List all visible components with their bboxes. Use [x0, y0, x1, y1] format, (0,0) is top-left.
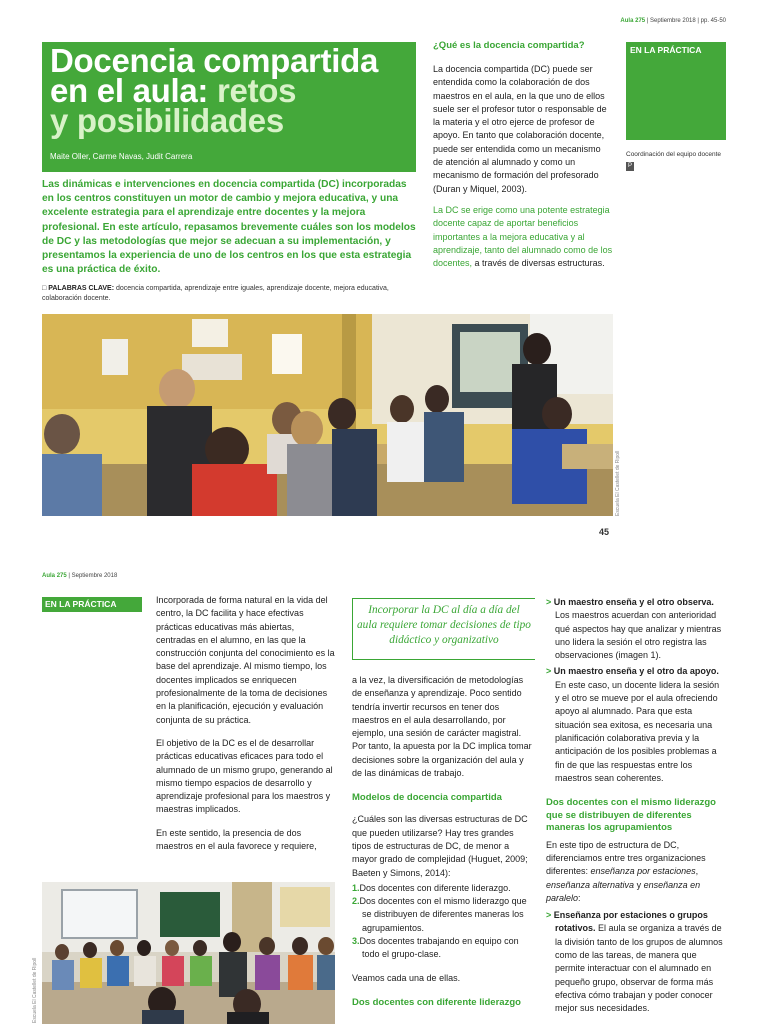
journal-name: Aula — [620, 18, 634, 24]
title-box — [42, 42, 416, 172]
bullet-text: Los maestros acuerdan con anterioridad qué aspectos hay que analizar y mientras uno lidera la sesión el otro registra las observaciones (imagen 1). — [555, 610, 722, 661]
paragraph-text: a través de diversas estructuras. — [474, 258, 605, 269]
sidebar-caption — [626, 150, 726, 171]
page1-header: Aula 275 | Septiembre 2018 | pp. 45-50 — [620, 18, 726, 24]
paragraph: ¿Cuáles son las diversas estructuras de DC que pueden utilizarse? Hay tres grandes tipos de estructuras de DC, de menor a mayor grado de complejidad (Huguet, 2009; Baeten y Simons, 2014): — [352, 814, 528, 878]
paragraph: En este sentido, la presencia de dos maestros en el aula favorece y requiere, — [156, 827, 317, 852]
page-range: pp. 45-50 — [700, 18, 726, 24]
classroom-circle-photo — [42, 882, 335, 1024]
photo-credit: Escuela El Castellet de Ripoll — [32, 957, 38, 1023]
title-line-2b: retos — [216, 72, 297, 109]
classroom-photo — [42, 314, 613, 516]
page-number: 45 — [599, 527, 610, 537]
paragraph-highlight — [433, 204, 613, 270]
term: enseñanza por estaciones — [590, 866, 696, 877]
pull-quote — [352, 598, 535, 660]
list-item — [352, 882, 534, 895]
paragraph-text: En este tipo de estructura de DC, diferenciamos entre tres organizaciones diferentes: — [546, 839, 706, 877]
list-number: 1. — [352, 882, 360, 893]
bullet-text: El aula se organiza a través de la división tanto de los grupos de alumnos como de las tareas, de manera que permite interactuar con el alumnado en pequeño grupo, observar de forma más efectiva cómo trabajan y poder conocer mejor sus necesidades. — [555, 923, 723, 1014]
en-la-practica-box — [626, 42, 726, 140]
bullet-item — [546, 596, 726, 662]
keywords-icon: □ — [42, 285, 47, 292]
paragraph: En este tipo de estructura de DC, diferenciamos entre tres organizaciones diferentes: enseñanza por estaciones, enseñanza alternativa y enseñanza en paralelo: — [546, 839, 706, 903]
authors: Maite Oller, Carme Navas, Judit Carrera — [50, 152, 193, 161]
bullet-icon: > — [546, 910, 552, 921]
highlight-text: La DC se erige como una potente estrategia docente capaz de aportar beneficios importantes a la mejora educativa y al aprendizaje, tanto del alumnado como de los docentes, — [433, 204, 613, 269]
paragraph: Veamos cada una de ellas. — [352, 972, 461, 983]
paragraph-highlight: El objetivo de la DC es el de desarrollar prácticas educativas eficaces para todo el alumnado de un mismo grupo, generando al mismo tiempo espacios de desarrollo y aprendizaje profesional para los maestros y maestras implicados. — [156, 737, 333, 815]
list-text: Dos docentes trabajando en equipo con todo el grupo-clase. — [359, 936, 519, 960]
page1-column-2 — [433, 40, 613, 270]
issue-date: Septiembre 2018 — [71, 573, 118, 579]
models-list — [352, 882, 534, 962]
page2-header: Aula 275 | Septiembre 2018 — [42, 573, 118, 579]
term: enseñanza en paralelo — [546, 879, 701, 903]
bullet-icon: > — [546, 597, 552, 607]
journal-name: Aula — [42, 573, 56, 579]
caption-badge: P — [628, 163, 633, 169]
term: enseñanza alternativa — [546, 879, 635, 890]
page2-column-2 — [352, 674, 534, 1008]
sidebar-label: EN LA PRÁCTICA — [45, 599, 117, 609]
keywords-text: docencia compartida, aprendizaje entre iguales, aprendizaje docente, mejora educativa, colaboración docente. — [42, 285, 389, 302]
list-text: Dos docentes con diferente liderazgo. — [359, 882, 511, 893]
section-heading-cut: Dos docentes con diferente liderazgo — [352, 996, 521, 1008]
title-line-3: y posibilidades — [50, 102, 284, 139]
title-line-1: Docencia compartida — [50, 42, 379, 79]
paragraph: Incorporada de forma natural en la vida del centro, la DC facilita y hace efectivas prácticas educativas más abiertas, centradas en el alumno, en las que la construcción conjunta del conocimiento es la base del aprendizaje. Al mismo tiempo, los docentes implicados se enriquecen profesionalmente de la toma de decisiones en la planificación, ejecución y evaluación conjunta de su práctica. — [156, 595, 335, 725]
list-number: 3. — [352, 936, 360, 947]
article-title — [50, 42, 379, 139]
en-la-practica-box — [42, 597, 142, 612]
bullet-text: En este caso, un docente lidera la sesión y el otro se mueve por el aula ofreciendo apoyo al alumnado. Para que esta situación sea exitosa, es necesaria una planificación colaborativa previa y la anticipación de los posibles problemas a fin de que las respuestas entre los maestros sean coherentes. — [555, 679, 720, 783]
page-gap — [0, 548, 768, 562]
issue-number: 275 — [56, 573, 67, 579]
paragraph: a la vez, la diversificación de metodologías de enseñanza y aprendizaje. Poco sentido tendría invertir recursos en tener dos maestros en el aula desarrollando, por ejemplo, una sesión de carácter magistral. Por tanto, la apuesta por la DC implica tomar decisiones sobre la organización del aula y de las dinámicas de trabajo. — [352, 675, 532, 779]
keywords — [42, 284, 414, 304]
issue-date: Septiembre 2018 — [650, 18, 696, 24]
keywords-label: PALABRAS CLAVE: — [48, 285, 115, 292]
section-heading: Modelos de docencia compartida — [352, 792, 502, 804]
section-heading: Dos docentes con el mismo liderazgo que se distribuyen de diferentes maneras los agrupamientos — [546, 797, 716, 834]
list-text: Dos docentes con el mismo liderazgo que se distribuyen de diferentes maneras los agrupamientos. — [359, 896, 527, 933]
section-heading: ¿Qué es la docencia compartida? — [433, 40, 585, 51]
list-number: 2. — [352, 896, 360, 907]
bullet-title: Un maestro enseña y el otro observa. — [553, 597, 714, 607]
bullet-title: Un maestro enseña y el otro da apoyo. — [553, 666, 719, 677]
photo-credit: Escuela El Castellet de Ripoll — [615, 450, 621, 516]
lead-paragraph: Las dinámicas e intervenciones en docencia compartida (DC) incorporadas en los centros constituyen un motor de cambio y mejora educativa, y una excelente estrategia para el aprendizaje entre docentes y la mejora profesional. En este artículo, repasamos brevemente cuáles son los modelos de DC y las metodologías que mejor se adecuan a su implementación, y presentamos la experiencia de uno de los centros en los que esta estrategia es una práctica de éxito. — [42, 179, 416, 276]
title-line-2a: en el aula: — [50, 72, 209, 109]
bullet-icon: > — [546, 666, 552, 677]
pull-quote-text: Incorporar la DC al día a día del aula requiere tomar decisiones de tipo didáctico y organizativo — [357, 604, 531, 646]
paragraph: La docencia compartida (DC) puede ser entendida como la colaboración de dos maestros en el aula, en la que uno de ellos suele ser el profesor tutor o responsable de la materia y el otro ejerce de profesor de apoyo. En tanto que colaboración docente, puede ser entendida como un mecanismo de atención al alumnado y como un mecanismo de formación del profesorado (Duran y Miquel, 2003). — [433, 64, 607, 194]
issue-number: 275 — [635, 18, 646, 24]
caption-text: Coordinación del equipo docente — [626, 151, 722, 158]
bullet-item — [546, 909, 726, 1015]
sidebar-label: EN LA PRÁCTICA — [630, 45, 702, 55]
bullet-item — [546, 665, 726, 785]
bullet-title: Enseñanza por estaciones o grupos rotativos. — [553, 910, 708, 934]
list-item — [352, 895, 534, 935]
list-item — [352, 935, 534, 962]
page2-column-3 — [546, 596, 726, 1016]
page2-column-1 — [156, 594, 336, 853]
